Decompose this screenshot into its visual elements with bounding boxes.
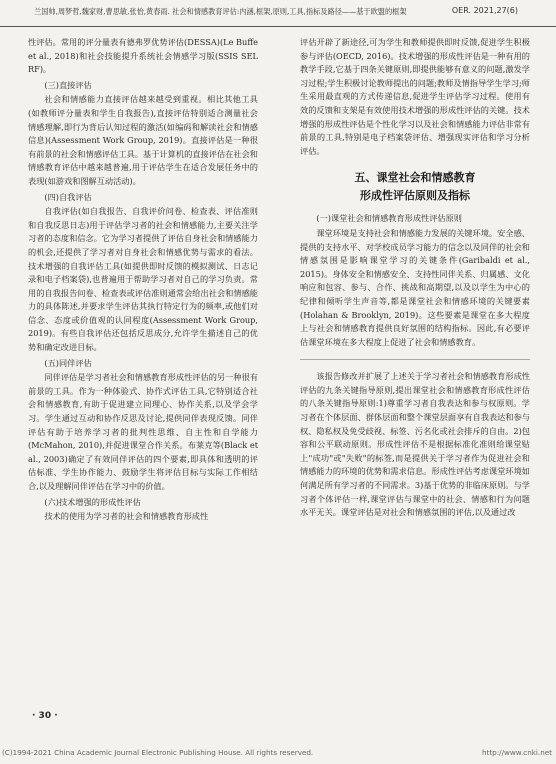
right-column: [300, 36, 530, 520]
subsection-heading: (四)自我评估: [44, 191, 92, 202]
footer-copyright: (C)1994-2021 China Academic Journal Electronic Publishing House. All rights reserved.: [2, 748, 314, 757]
footer-site: http://www.cnki.net: [481, 748, 552, 757]
paragraph: 评估开辟了新途径,可为学生和教师提供即时反馈,促进学生积极参与评估(OECD, 2016)。技术增强的形成性评估是一种有用的教学手段,它基于四条关键原则,即提供能够有意义的问题,激发学习过程;学生积极讨论教师提出的问题;教师及情指导学生学习;师生采用最直观的方式传递信息,促进学生评估学习过程。使用有效的反馈和支架是有效使用技术增强的形成性评估的关键。技术增强的形成性评估是个性化学习以及社会和情感能力评估非常有前景的工具,特别是电子档案袋评估、增强现实评估和学习分析评估。: [300, 37, 530, 156]
column-divider: [300, 359, 530, 360]
subsection-heading: (五)同伴评估: [44, 357, 92, 368]
left-column: [28, 36, 258, 524]
page-header: [0, 0, 556, 27]
paragraph: 社会和情感能力直接评估越来越受到重视。相比其他工具(如教师评分量表和学生自我报告),直接评估特别适合测量社会情感理解,即行为背后认知过程的激活(如编码和解读社会和情感信息)(Assessment Work Group, 2019)。直接评估是一种很有前景的社会和情感评估工具。基于计算机的直接评估在社会和情感教育评估中越来越普遍,用于评估学生在适合发展任务中的表现(如游戏和图解互动活动)。: [28, 94, 258, 186]
paragraph: 同伴评估是学习者社会和情感教育形成性评估的另一种很有前景的工具。作为一种体验式、协作式评估工具,它特别适合社会和情感教育,有助于促进建立同理心、协作关系,以及学会学习。学生通过互动和协作反思及讨论,提供同伴表现反馈。同伴评估有助于培养学习者的批判性思维、自主性和自学能力(McMahon, 2010),并促进课堂合作关系。布莱克等(Black et al., 2003)确定了有效同伴评估的四个要素,即具体和透明的评估标准、学生协作能力、鼓励学生将评估目标与实际工作相结合,以及理解同伴评估在学习中的价值。: [28, 372, 258, 491]
subsection-heading: (一)课堂社会和情感教育形成性评估原则: [316, 213, 462, 224]
paragraph: 自我评估(如自我报告、自我评价问卷、检查表、评估准则和自我反思日志)用于评估学习者的社会和情感能力,主要关注学习者的态度和信念。它为学习者提供了评估自身社会和情感能力的机会,还提供了学习者对自身社会和情感优势与需求的看法。技术增强的自我评估工具(如提供即时反馈的模拟测试、日志记录和电子档案袋),也普遍用于帮助学习者对自己的学习负责。常用的自我报告问卷、检查表或评估准则通常会给出社会和情感能力的具体陈述,并要求学生评估其执行特定行为的频率,或他们对信念、态度或价值观的认同程度(Assessment Work Group, 2019)。有些自我评估还包括反思成分,允许学生描述自己的优势和确定改进目标。: [28, 206, 258, 353]
paragraph: 性评估。常用的评分量表有德弗罗优势评估(DESSA)(Le Buffe et al., 2018)和社会技能提升系统社会情感学习版(SSIS SEL RF)。: [28, 37, 258, 75]
right-column-top: [300, 36, 530, 158]
page-footer: [0, 744, 556, 764]
running-head-journal: OER. 2021,27(6): [451, 6, 518, 15]
section-title-line2: 形成性评估原则及指标: [360, 189, 470, 203]
right-column-middle: [300, 212, 530, 349]
subsection-heading: (六)技术增强的形成性评估: [44, 496, 141, 507]
paragraph: 课堂环境是支持社会和情感能力发展的关键环境。安全感、提供的支持水平、对学校成员学习能力的信念以及同伴的社会和情感氛围是影响课堂学习的关键条件(Garibaldi et al., 2015)。身体安全和情感安全、支持性同伴关系、归属感、文化响应和包容、参与、合作、挑战和高期望,以及以学生为中心的纪律和倾听学生声音等,都是课堂社会和情感环境的关键要素(Holahan & Brooklyn, 2019)。这些要素是课堂在多大程度上与社会和情感教育提供良好氛围的结构指标。因此,有必要评估课堂环境在多大程度上促进了社会和情感教育。: [300, 227, 530, 347]
page-number: · 30 ·: [32, 711, 58, 721]
paragraph: 技术的使用为学习者的社会和情感教育形成性: [44, 511, 209, 522]
paragraph: 该报告修改并扩展了上述关于学习者社会和情感教育形成性评估的九条关键指导原则,提出课堂社会和情感教育形成性评估的八条关键指导原则:1)尊重学习者自我表达和参与权原则。学习者在个体层面、群体层面和整个课堂层面享有自我表达和参与权、隐私权及免受歧视、标签、污名化或社会排斥的自由。2)包容和公平联动原则。形成性评估不是根据标准化准则给课堂贴上"成功"或"失败"的标签,而是提供关于学习者作为促进社会和情感能力的环境的优势和需求信息。形成性评估考虑课堂环境如何满足所有学习者的不同需求。3)基于优势的非临床原则。与学习者个体评估一样,课堂评估与课堂中的社会、情感和行为问题水平无关。课堂评估是对社会和情感氛围的评估,以及通过改: [300, 371, 530, 518]
right-column-bottom: [300, 370, 530, 520]
subsection-heading: (三)直接评估: [44, 79, 92, 90]
section-title-line1: 五、课堂社会和情感教育: [354, 171, 476, 185]
running-head-authors: 兰国帅,周梦哲,魏家财,曹思敏,张怡,黄春雨. 社会和情感教育评估:内涵,框架,原则,工具,指标及路径——基于欧盟的框架: [34, 7, 407, 16]
